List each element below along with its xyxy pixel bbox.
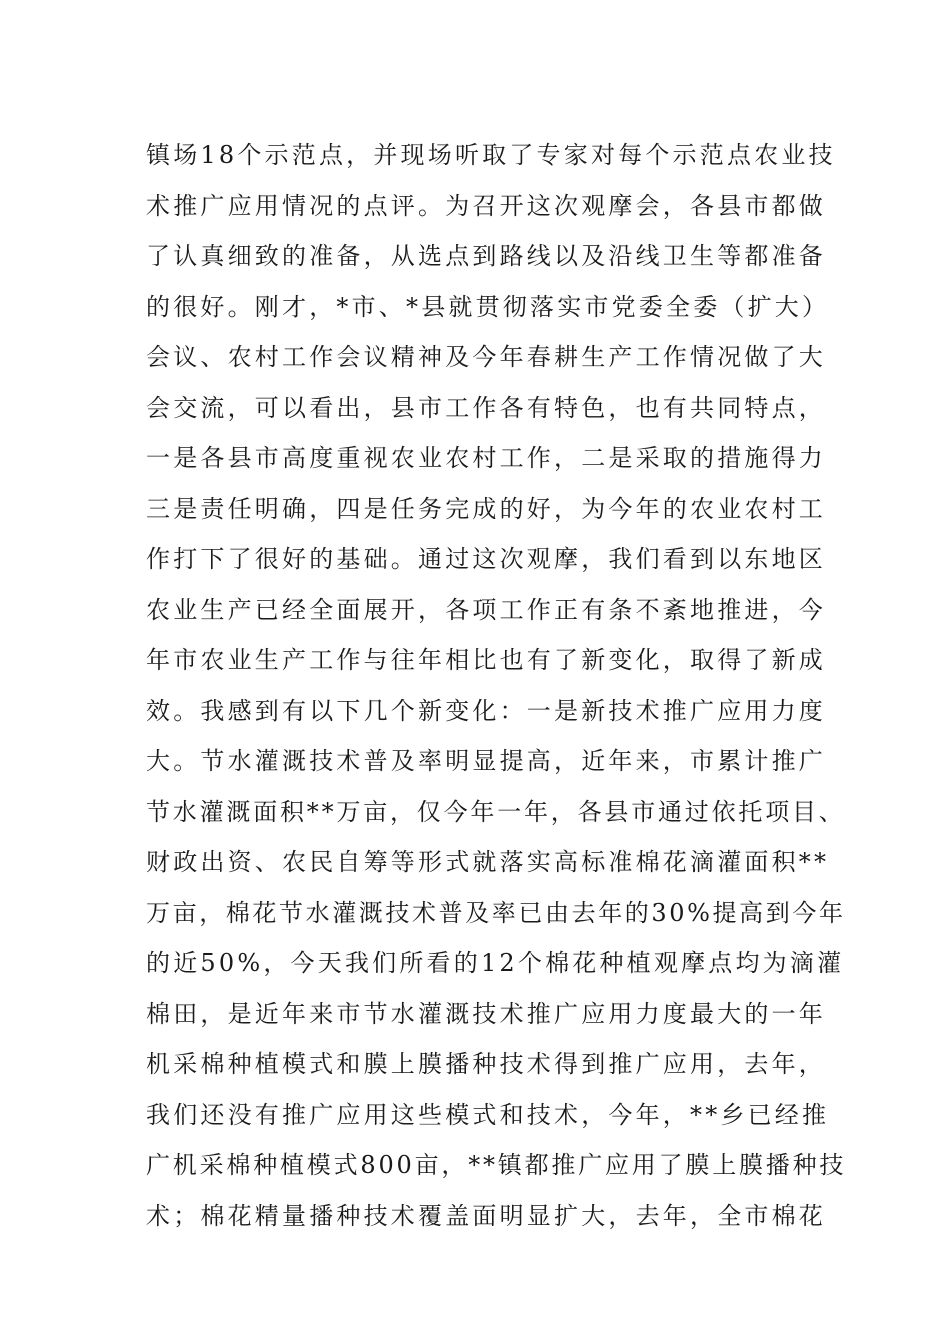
text-line: 我们还没有推广应用这些模式和技术，今年，**乡已经推	[146, 1100, 830, 1129]
text-line: 了认真细致的准备，从选点到路线以及沿线卫生等都准备	[146, 242, 826, 270]
text-line: 术；棉花精量播种技术覆盖面明显扩大，去年，全市棉花	[146, 1201, 826, 1230]
text-line: 大。节水灌溉技术普及率明显提高，近年来，市累计推广	[146, 747, 826, 775]
text-line: 效。我感到有以下几个新变化：一是新技术推广应用力度	[146, 696, 826, 725]
text-line: 节水灌溉面积**万亩，仅今年一年，各县市通过依托项目、	[146, 797, 846, 826]
text-line: 一是各县市高度重视农业农村工作，二是采取的措施得力	[146, 444, 826, 472]
body-text	[146, 130, 846, 1241]
text-line: 万亩，棉花节水灌溉技术普及率已由去年的30%提高到今年	[146, 898, 846, 927]
text-line: 财政出资、农民自筹等形式就落实高标准棉花滴灌面积**	[146, 848, 830, 876]
text-line: 机采棉种植模式和膜上膜播种技术得到推广应用，去年，	[146, 1050, 826, 1078]
text-line: 广机采棉种植模式800亩，**镇都推广应用了膜上膜播种技	[146, 1151, 847, 1179]
text-line: 棉田，是近年来市节水灌溉技术推广应用力度最大的一年	[146, 999, 826, 1028]
text-line: 会议、农村工作会议精神及今年春耕生产工作情况做了大	[146, 343, 826, 371]
text-line: 作打下了很好的基础。通过这次观摩，我们看到以东地区	[146, 545, 826, 573]
text-line: 的很好。刚才，*市、*县就贯彻落实市党委全委（扩大）	[146, 292, 830, 321]
text-line: 农业生产已经全面展开，各项工作正有条不紊地推进，今	[146, 595, 826, 624]
text-line: 术推广应用情况的点评。为召开这次观摩会，各县市都做	[146, 191, 826, 220]
text-line: 镇场18个示范点，并现场听取了专家对每个示范点农业技	[146, 141, 836, 169]
text-line: 三是责任明确，四是任务完成的好，为今年的农业农村工	[146, 494, 826, 523]
text-line: 年市农业生产工作与往年相比也有了新变化，取得了新成	[146, 646, 826, 674]
text-line: 的近50%，今天我们所看的12个棉花种植观摩点均为滴灌	[146, 949, 845, 977]
text-line: 会交流，可以看出，县市工作各有特色，也有共同特点，	[146, 393, 826, 422]
